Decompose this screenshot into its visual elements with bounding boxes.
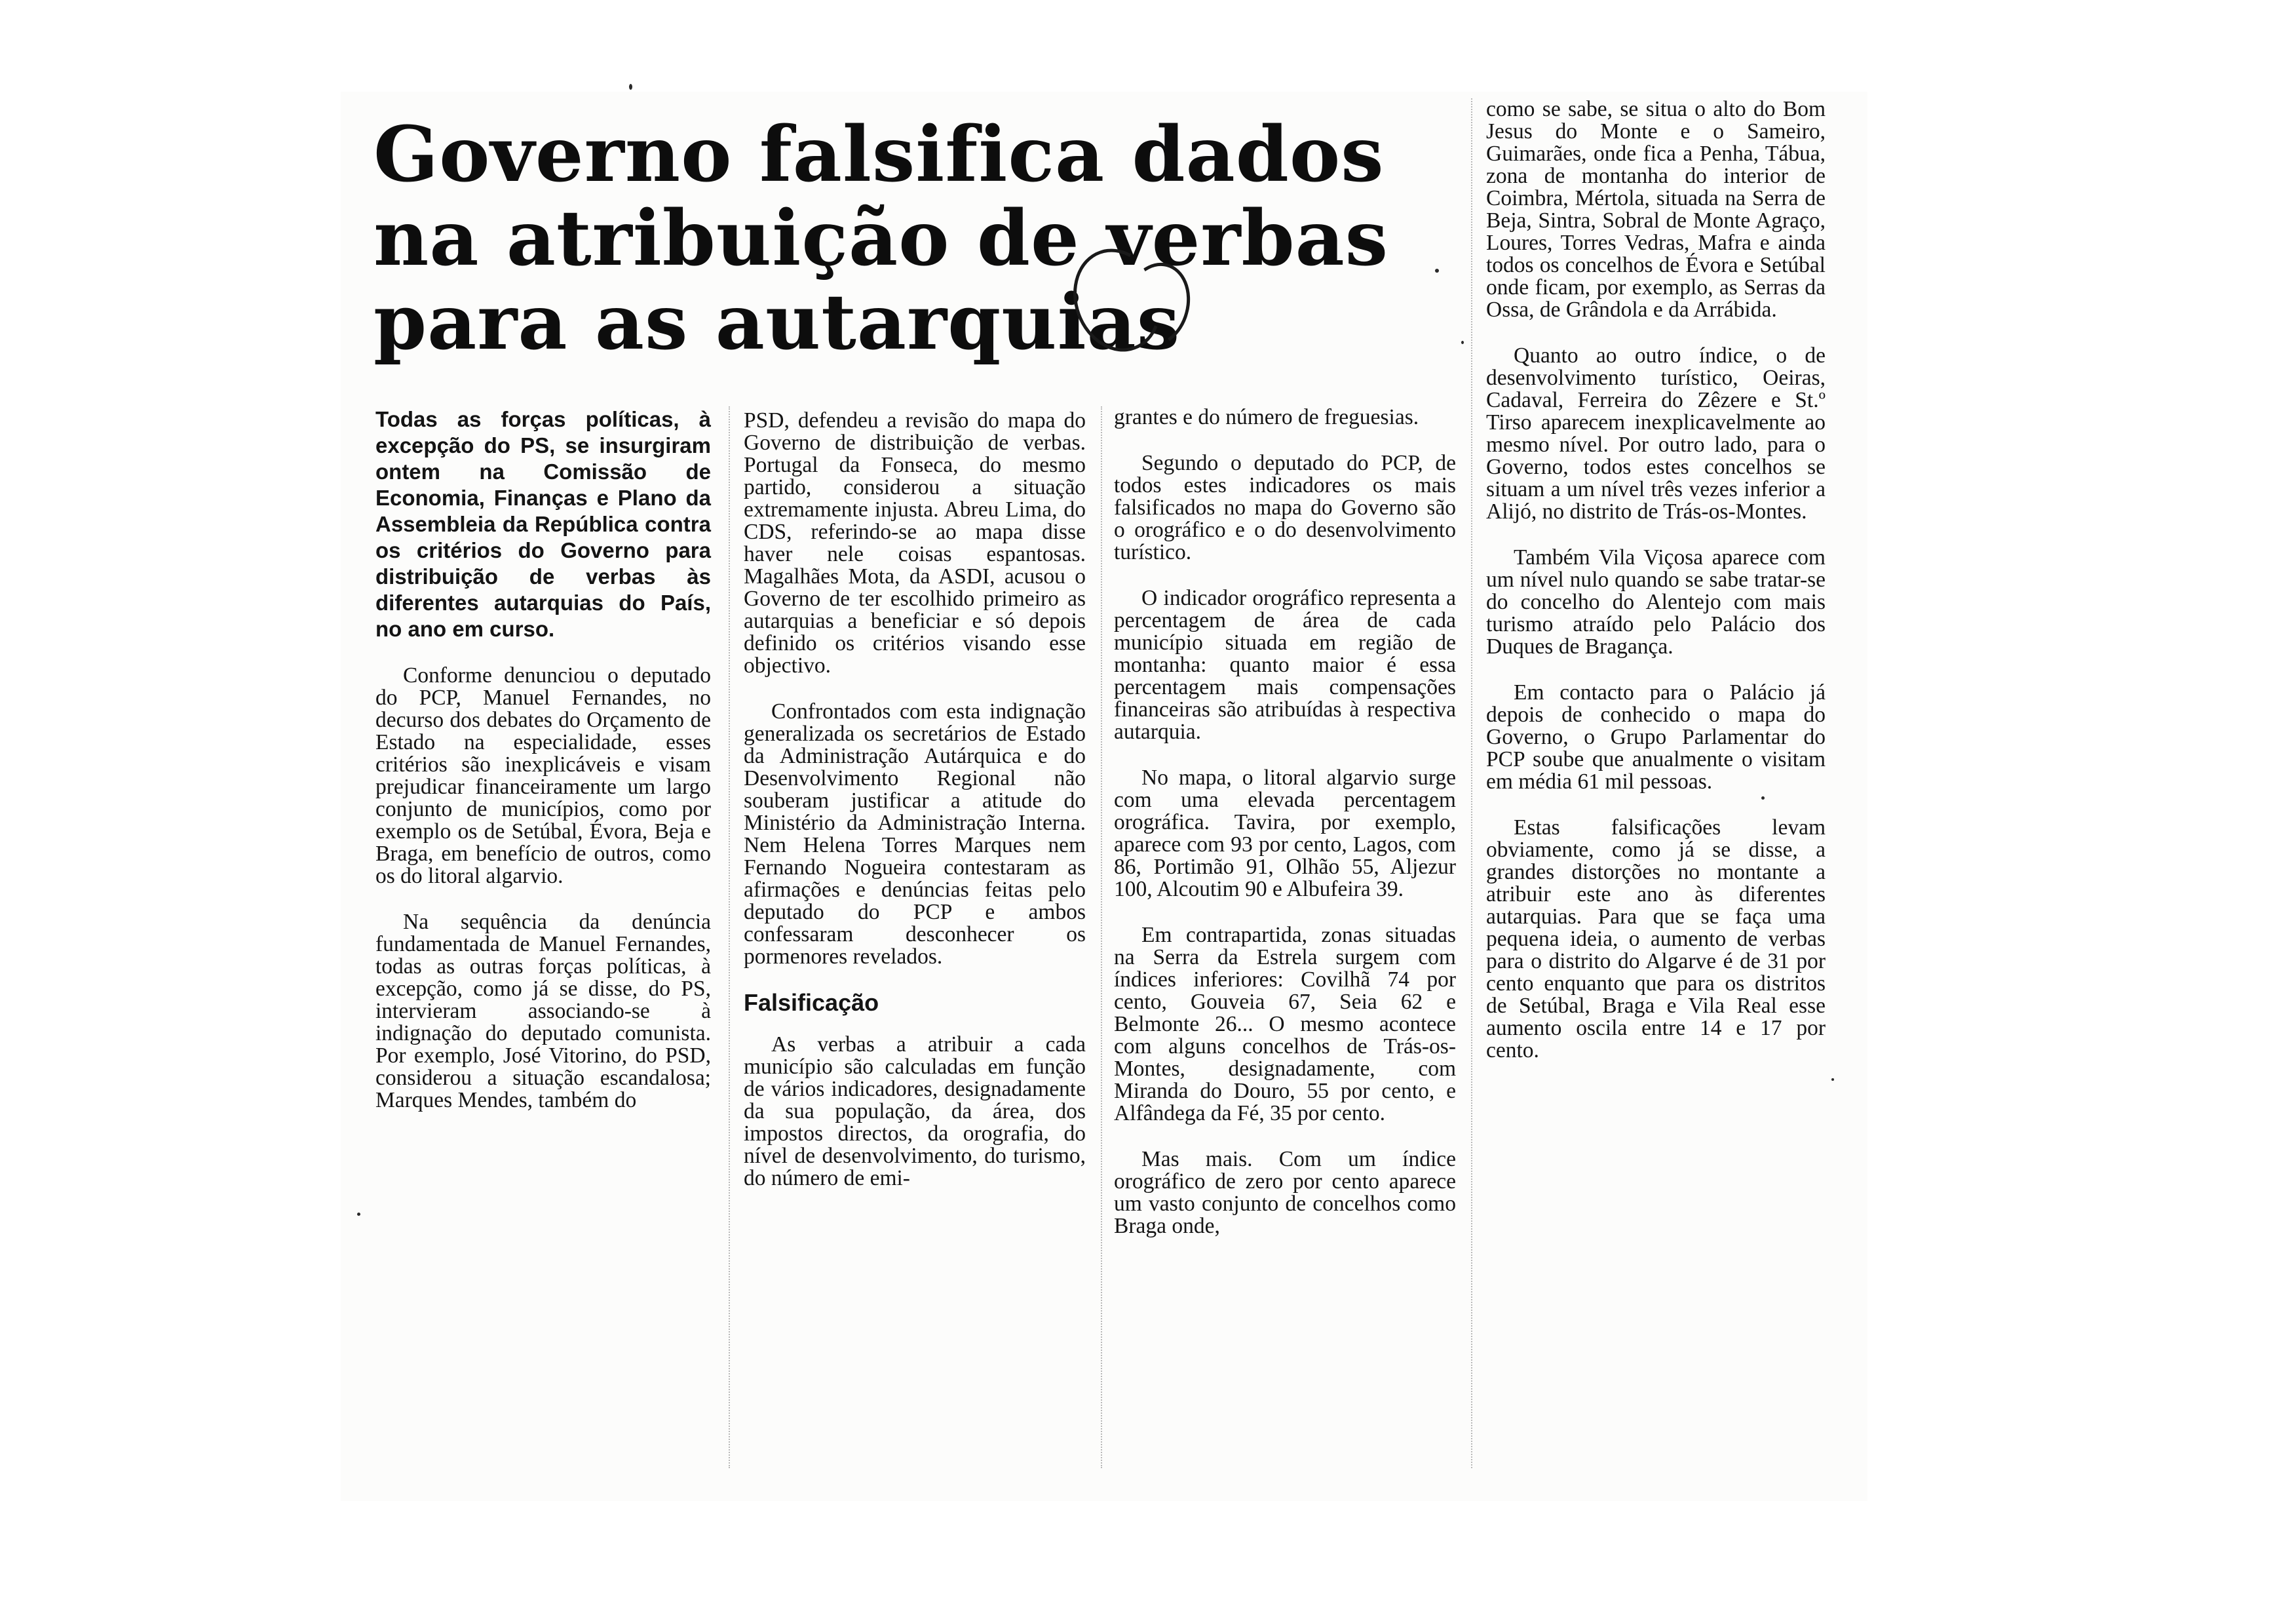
- scan-speck: [1831, 1078, 1834, 1081]
- body-paragraph: Estas falsificações levam obviamente, como já se disse, a grandes distorções no montante a atribuir este ano às diferentes autarquias. Para que se faça uma pequena ideia, o aumento de verbas para o distrito do Algarve é de 31 por cento enquanto que para os distritos de Setúbal, Braga e Vila Real esse aumento oscila entre 14 e 17 por cento.: [1486, 815, 1826, 1062]
- article-column-2: [744, 410, 1086, 1213]
- lead-paragraph: Todas as forças políticas, à excepção do PS, se insurgiram ontem na Comissão de Economia, Finanças e Plano da Assembleia da República contra os critérios do Governo para distribuição de verbas às diferentes autarquias do País, no ano em curso.: [375, 407, 711, 641]
- scan-speck: [1461, 341, 1464, 344]
- body-paragraph: Em contrapartida, zonas situadas na Serra da Estrela surgem com índices inferiores: Covilhã 74 por cento, Gouveia 67, Seia 62 e Belmonte 26... O mesmo acontece com alguns concelhos de Trás-os-Montes, designadamente, com Miranda do Douro, 55 por cento, e Alfândega da Fé, 35 por cento.: [1114, 923, 1456, 1125]
- body-paragraph: As verbas a atribuir a cada município são calculadas em função de vários indicadores, designadamente da sua população, da área, dos impostos directos, da orografia, do nível de desenvolvimento, do turismo, do número de emi-: [744, 1032, 1086, 1190]
- section-subheading: Falsificação: [744, 989, 879, 1016]
- body-paragraph: Conforme denunciou o deputado do PCP, Manuel Fernandes, no decurso dos debates do Orçamento de Estado na especialidade, esses critérios são inexplicáveis e visam prejudicar financeiramente um largo conjunto de municípios, como por exemplo os de Setúbal, Évora, Beja e Braga, em benefício de outros, como os do litoral algarvio.: [375, 663, 711, 888]
- headline-line-2: na atribuição de verbas: [373, 194, 1389, 283]
- headline-line-1: Governo falsifica dados: [373, 110, 1385, 199]
- body-paragraph: Quanto ao outro índice, o de desenvolvimento turístico, Oeiras, Cadaval, Ferreira do Zêzere e St.º Tirso aparecem inexplicavelmente ao mesmo nível. Por outro lado, para o Governo, todos estes concelhos se situam a um nível três vezes inferior a Alijó, no distrito de Trás-os-Montes.: [1486, 343, 1826, 524]
- body-paragraph: Em contacto para o Palácio já depois de conhecido o mapa do Governo, o Grupo Parlamentar do PCP soube que anualmente o visitam em média 61 mil pessoas.: [1486, 680, 1826, 794]
- scan-speck: [357, 1213, 360, 1216]
- body-paragraph: Na sequência da denúncia fundamentada de Manuel Fernandes, todas as outras forças políticas, à excepção, como já se disse, do PS, intervieram associando-se à indignação do deputado comunista. Por exemplo, José Vitorino, do PSD, considerou a situação escandalosa; Marques Mendes, também do: [375, 910, 711, 1112]
- body-paragraph: Também Vila Viçosa aparece com um nível nulo quando se sabe tratar-se do concelho do Alentejo com mais turismo atraído pelo Palácio dos Duques de Bragança.: [1486, 545, 1826, 659]
- body-paragraph: No mapa, o litoral algarvio surge com uma elevada percentagem orográfica. Tavira, por exemplo, aparece com 93 por cento, Lagos, com 86, Portimão 91, Olhão 55, Aljezur 100, Alcoutim 90 e Albufeira 39.: [1114, 766, 1456, 901]
- body-paragraph: O indicador orográfico representa a percentagem de área de cada município situada em região de montanha: quanto maior é essa percentagem mais compensações financeiras são atribuídas à respectiva autarquia.: [1114, 586, 1456, 744]
- scan-speck: [629, 84, 632, 90]
- scan-speck: [1761, 796, 1765, 800]
- body-paragraph: Confrontados com esta indignação generalizada os secretários de Estado da Administração Autárquica e do Desenvolvimento Regional não souberam justificar a atitude do Ministério da Administração Interna. Nem Helena Torres Marques nem Fernando Nogueira contestaram as afirmações e denúncias feitas pelo deputado do PCP e ambos confessaram desconhecer os pormenores revelados.: [744, 699, 1086, 969]
- body-paragraph: como se sabe, se situa o alto do Bom Jesus do Monte e o Sameiro, Guimarães, onde fica a Penha, Tábua, zona de montanha do interior de Coimbra, Mértola, situada na Serra de Beja, Sintra, Sobral de Monte Agraço, Loures, Torres Vedras, Mafra e ainda todos os concelhos de Évora e Setúbal onde ficam, por exemplo, as Serras da Ossa, de Grândola e da Arrábida.: [1486, 97, 1826, 322]
- article-column-3: [1114, 406, 1456, 1261]
- headline: [373, 110, 1448, 367]
- body-paragraph: PSD, defendeu a revisão do mapa do Governo de distribuição de verbas. Portugal da Fonseca, do mesmo partido, considerou a situação extremamente injusta. Abreu Lima, do CDS, referindo-se ao mapa disse haver nele coisas espantosas. Magalhães Mota, da ASDI, acusou o Governo de ter escolhido primeiro as autarquias a beneficiar e só depois definido os critérios visando esse objectivo.: [744, 408, 1086, 678]
- headline-line-3: para as autarquias: [373, 278, 1181, 367]
- article-column-1: [375, 406, 711, 1135]
- body-paragraph: Segundo o deputado do PCP, de todos estes indicadores os mais falsificados no mapa do Governo são o orográfico e o do desenvolvimento turístico.: [1114, 451, 1456, 564]
- scan-speck: [1435, 269, 1439, 273]
- column-rule: [729, 406, 730, 1468]
- article-column-4: [1486, 98, 1826, 1085]
- body-paragraph: Mas mais. Com um índice orográfico de zero por cento aparece um vasto conjunto de concelhos como Braga onde,: [1114, 1147, 1456, 1238]
- body-paragraph: grantes e do número de freguesias.: [1114, 405, 1419, 429]
- column-rule: [1101, 406, 1102, 1468]
- column-rule: [1471, 98, 1472, 1468]
